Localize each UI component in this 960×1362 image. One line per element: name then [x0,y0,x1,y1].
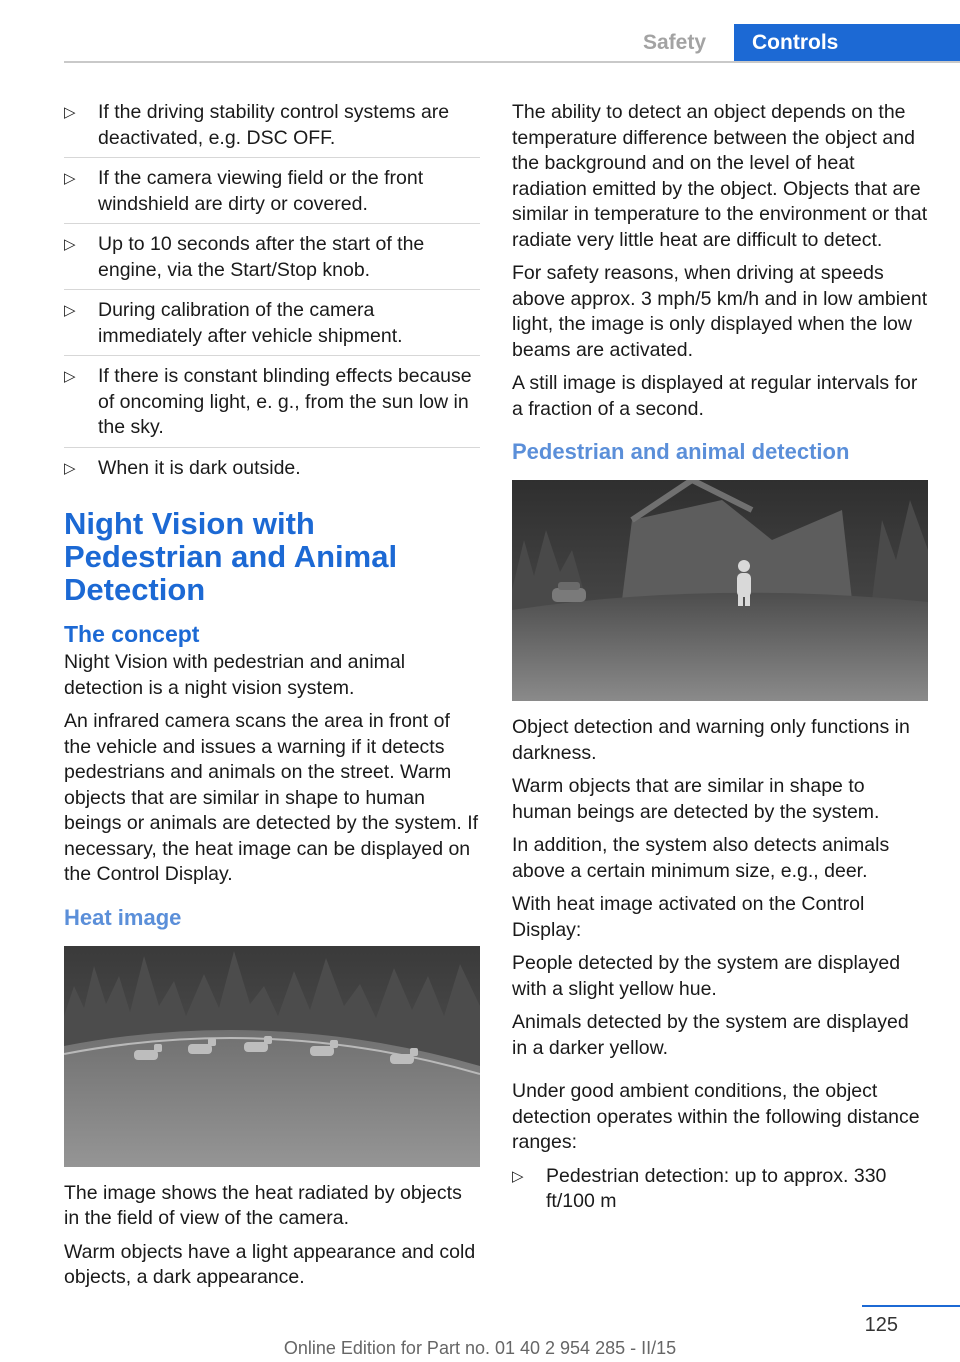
tab-controls[interactable]: Controls [734,24,960,62]
list-item [64,166,480,224]
footer-rule [862,1305,960,1307]
list-item-text: During calibration of the camera immediately after vehicle shipment. [98,299,403,347]
list-item-text: When it is dark outside. [98,456,301,479]
concept-heading: The concept [64,621,200,647]
list-item [64,100,480,158]
triangle-right-icon: ▷ [64,302,76,319]
list-item-text: If the driving stability control systems are deactivated, e.g. DSC OFF. [98,101,450,149]
list-item [64,364,480,448]
heat-image-figure [64,946,480,1167]
spacer [512,1069,928,1079]
detection-paragraph-2: For safety reasons, when driving at speeds above approx. 3 mph/5 km/h and in low ambient light, the image is only displayed when the low beams are activated. [512,262,928,361]
heat-paragraph-1: The image shows the heat radiated by objects in the field of view of the camera. [64,1181,462,1229]
detection-paragraph-7: With heat image activated on the Control Display: [512,893,865,941]
list-item-text: Pedestrian detection: up to approx. 330 ft/100 m [546,1164,887,1212]
footer-edition: Online Edition for Part no. 01 40 2 954 285 - II/15 [283,1338,677,1358]
left-column [64,100,480,1299]
detection-paragraph-8: People detected by the system are displayed with a slight yellow hue. [512,952,901,1000]
triangle-right-icon: ▷ [64,236,76,253]
right-column [512,100,928,1222]
detection-paragraph-6: In addition, the system also detects animals above a certain minimum size, e.g., deer. [512,834,890,882]
detection-paragraph-1: The ability to detect an object depends on the temperature difference between the object and the background and on the level of heat radiation emitted by the object. Objects that are similar in temperature to the environment or that radiate very little heat are difficult to detect. [512,101,928,251]
detection-paragraph-4: Object detection and warning only functions in darkness. [512,716,910,764]
heat-paragraph-2: Warm objects have a light appearance and cold objects, a dark appearance. [64,1240,476,1288]
range-list [512,1164,928,1215]
header-rule [64,61,960,63]
heat-image-heading: Heat image [64,904,182,930]
detection-paragraph-3: A still image is displayed at regular intervals for a fraction of a second. [512,372,918,420]
list-item [64,456,480,488]
list-item-text: If there is constant blinding effects because of oncoming light, e. g., from the sun low in the sky. [98,365,472,438]
detection-paragraph-9: Animals detected by the system are displayed in a darker yellow. [512,1011,909,1059]
pedestrian-heading: Pedestrian and animal detection [512,439,850,464]
page-header [0,0,960,62]
detection-paragraph-10: Under good ambient conditions, the object detection operates within the following distance ranges: [512,1080,920,1153]
tab-safety[interactable]: Safety [642,31,706,54]
pedestrian-detection-figure [512,480,928,701]
triangle-right-icon: ▷ [64,104,76,121]
page-number: 125 [864,1314,898,1336]
limitation-list [64,100,480,487]
concept-paragraph-1: Night Vision with pedestrian and animal detection is a night vision system. [64,651,406,699]
list-item-text: Up to 10 seconds after the start of the engine, via the Start/Stop knob. [98,233,425,281]
triangle-right-icon: ▷ [64,368,76,385]
list-item [64,232,480,290]
detection-paragraph-5: Warm objects that are similar in shape to human beings are detected by the system. [512,775,880,823]
triangle-right-icon: ▷ [512,1167,524,1185]
triangle-right-icon: ▷ [64,170,76,187]
list-item [64,298,480,356]
concept-paragraph-2: An infrared camera scans the area in front of the vehicle and issues a warning if it detects pedestrians and animals on the street. Warm objects that are similar in shape to human beings or animals are detected by the system. If necessary, the heat image can be displayed on the Control Display. [64,710,479,885]
section-title: Night Vision with Pedestrian and Animal Detection [64,506,398,607]
triangle-right-icon: ▷ [64,459,76,477]
list-item [512,1164,928,1215]
list-item-text: If the camera viewing field or the front windshield are dirty or covered. [98,167,424,215]
